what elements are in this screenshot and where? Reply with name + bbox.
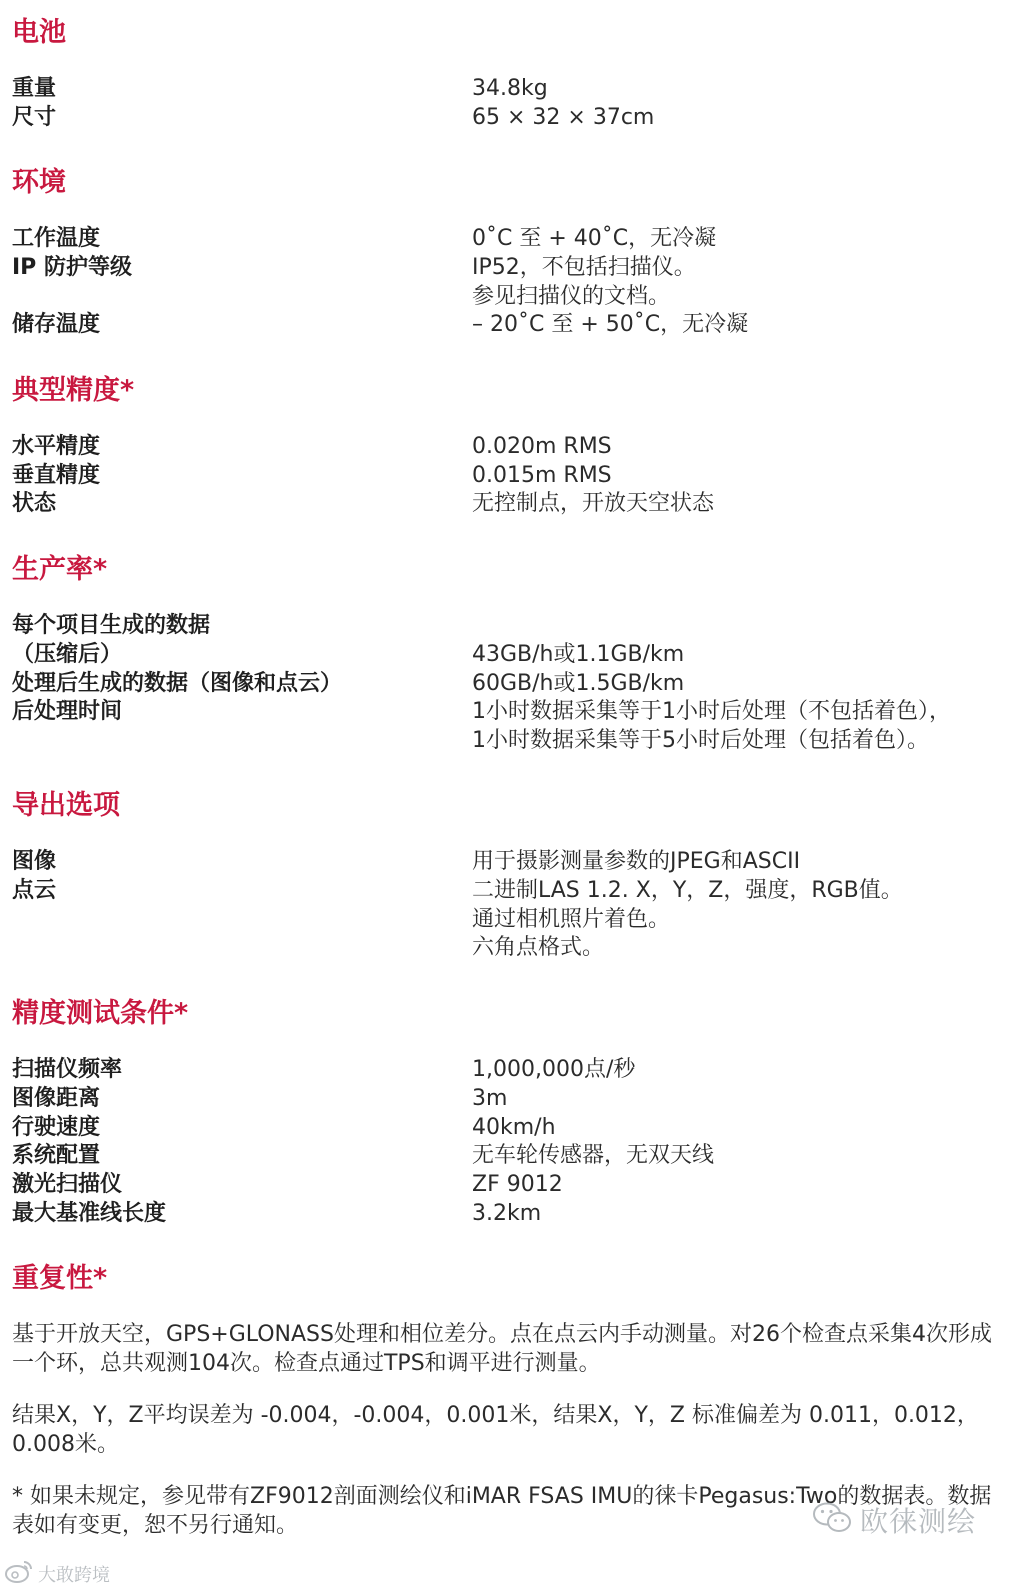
repeatability-results-paragraph: 结果X，Y，Z平均误差为 -0.004，-0.004，0.001米，结果X，Y，Z 标准偏差为 0.011，0.012，0.008米。 xyxy=(12,1403,979,1457)
label-vertical-accuracy: 垂直精度 xyxy=(12,463,101,488)
source-watermark xyxy=(4,1558,110,1590)
label-system-config: 系统配置 xyxy=(12,1143,101,1168)
section-title-environment: 环境 xyxy=(12,167,66,198)
label-scanner-frequency: 扫描仪频率 xyxy=(12,1057,123,1082)
label-image-distance: 图像距离 xyxy=(12,1086,101,1111)
source-watermark-text: 大敢跨境 xyxy=(38,1565,110,1586)
value-images: 用于摄影测量参数的JPEG和ASCII xyxy=(472,849,801,874)
label-horizontal-accuracy: 水平精度 xyxy=(12,434,101,459)
label-weight: 重量 xyxy=(12,76,57,101)
value-point-cloud-colour: 通过相机照片着色。 xyxy=(472,907,671,932)
section-title-repeatability: 重复性* xyxy=(12,1263,108,1294)
value-vertical-accuracy: 0.015m RMS xyxy=(472,463,612,488)
label-operating-temp: 工作温度 xyxy=(12,226,101,251)
weibo-icon xyxy=(4,1559,34,1589)
section-title-battery: 电池 xyxy=(12,17,66,48)
value-storage-temp: – 20˚C 至 + 50˚C，无冷凝 xyxy=(472,312,749,337)
value-laser-scanner: ZF 9012 xyxy=(472,1172,563,1197)
label-images: 图像 xyxy=(12,849,57,874)
value-horizontal-accuracy: 0.020m RMS xyxy=(472,434,612,459)
footnote: * 如果未规定，参见带有ZF9012剖面测绘仪和iMAR FSAS IMU的徕卡Pegasus:Two的数据表。数据表如有变更，恕不另行通知。 xyxy=(12,1484,992,1538)
value-postprocessing-time-colour: 1小时数据采集等于5小时后处理（包括着色）。 xyxy=(472,728,929,753)
value-dimensions: 65 × 32 × 37cm xyxy=(472,105,655,130)
section-title-test-conditions: 精度测试条件* xyxy=(12,998,189,1029)
label-ip-rating: IP 防护等级 xyxy=(12,255,132,280)
label-point-cloud: 点云 xyxy=(12,878,57,903)
value-weight: 34.8kg xyxy=(472,76,548,101)
label-storage-temp: 储存温度 xyxy=(12,312,101,337)
label-driving-speed: 行驶速度 xyxy=(12,1115,101,1140)
value-point-cloud-format: 六角点格式。 xyxy=(472,935,605,960)
label-condition: 状态 xyxy=(12,491,57,516)
value-operating-temp: 0˚C 至 + 40˚C，无冷凝 xyxy=(472,226,717,251)
value-data-per-project: 43GB/h或1.1GB/km xyxy=(472,642,685,667)
section-title-export: 导出选项 xyxy=(12,790,120,821)
label-postprocessing-time: 后处理时间 xyxy=(12,699,123,724)
label-laser-scanner: 激光扫描仪 xyxy=(12,1172,123,1197)
value-max-baseline: 3.2km xyxy=(472,1201,542,1226)
value-ip-rating: IP52，不包括扫描仪。 xyxy=(472,255,696,280)
value-condition: 无控制点，开放天空状态 xyxy=(472,491,715,516)
wechat-watermark-text: 欧徕测绘 xyxy=(860,1505,977,1538)
value-postprocessing-time: 1小时数据采集等于1小时后处理（不包括着色）， xyxy=(472,699,951,724)
label-dimensions: 尺寸 xyxy=(12,105,57,130)
value-driving-speed: 40km/h xyxy=(472,1115,556,1140)
wechat-icon xyxy=(812,1501,852,1539)
value-point-cloud: 二进制LAS 1.2. X，Y，Z，强度，RGB值。 xyxy=(472,878,903,903)
section-title-accuracy: 典型精度* xyxy=(12,375,135,406)
value-ip-rating-note: 参见扫描仪的文档。 xyxy=(472,284,671,309)
repeatability-method-paragraph: 基于开放天空，GPS+GLONASS处理和相位差分。点在点云内手动测量。对26个检查点采集4次形成一个环，总共观测104次。检查点通过TPS和调平进行测量。 xyxy=(12,1322,992,1376)
wechat-watermark xyxy=(812,1498,976,1542)
label-data-per-project: 每个项目生成的数据 xyxy=(12,613,211,638)
value-image-distance: 3m xyxy=(472,1086,508,1111)
value-processed-data: 60GB/h或1.5GB/km xyxy=(472,671,685,696)
label-max-baseline: 最大基准线长度 xyxy=(12,1201,167,1226)
value-scanner-frequency: 1,000,000点/秒 xyxy=(472,1057,636,1082)
label-processed-data: 处理后生成的数据（图像和点云） xyxy=(12,671,343,696)
section-title-productivity: 生产率* xyxy=(12,554,108,585)
value-system-config: 无车轮传感器，无双天线 xyxy=(472,1143,715,1168)
label-data-per-project-compressed: （压缩后） xyxy=(12,642,123,667)
